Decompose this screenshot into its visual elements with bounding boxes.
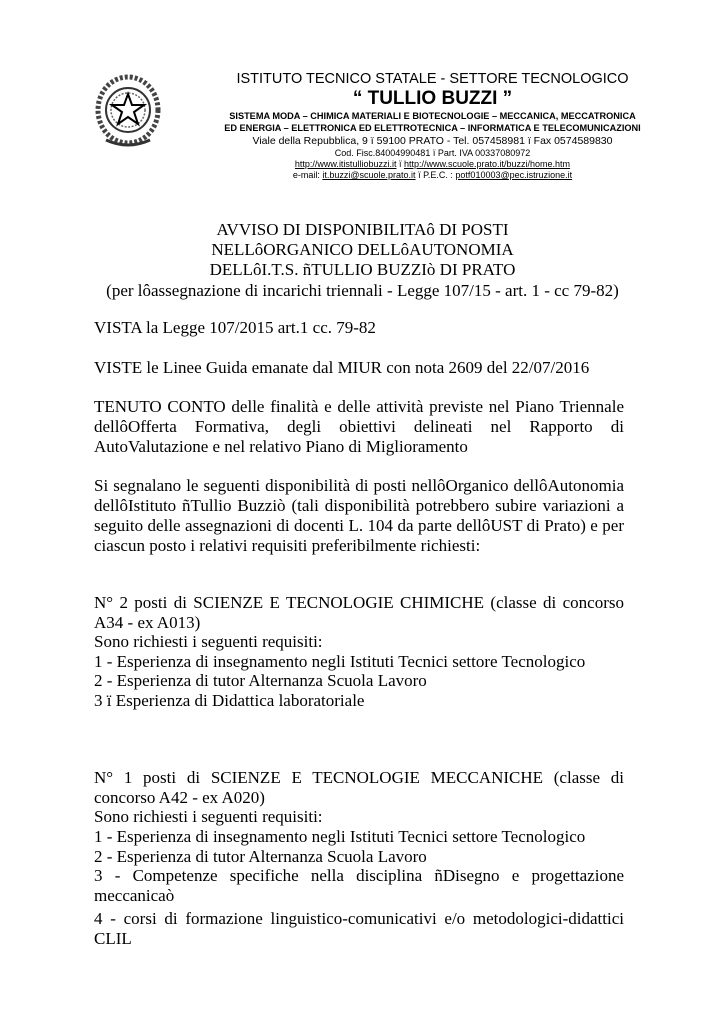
pec-label: ï P.E.C. : (415, 170, 456, 180)
pec-link[interactable]: potf010003@pec.istruzione.it (455, 170, 573, 180)
tenuto-line-3: AutoValutazione e nel relativo Piano di Miglioramento (94, 437, 468, 456)
school-type-line: ISTITUTO TECNICO STATALE - SETTORE TECNOLOGICO (236, 71, 629, 87)
section-1-heading-line-1: N° 2 posti di SCIENZE E TECNOLOGIE CHIMICHE (classe di concorso (94, 593, 624, 612)
address-line: Viale della Repubblica, 9 ï 59100 PRATO - Tel. 057458981 ï Fax 0574589830 (252, 135, 613, 147)
website-link[interactable]: http://www.itistulliobuzzi.it (294, 159, 397, 169)
segnalano-line-2: dellôIstituto ñTullio Buzziò (tali disponibilità potrebbero subire variazioni a (94, 496, 624, 515)
section-1-req-intro: Sono richiesti i seguenti requisiti: (94, 632, 323, 651)
section-1-req-3: 3 ï Esperienza di Didattica laboratoriale (94, 691, 365, 710)
republic-emblem-logo (92, 70, 164, 152)
notice-title-line-2: NELLôORGANICO DELLôAUTONOMIA (211, 240, 514, 259)
notice-subtitle: (per lôassegnazione di incarichi triennali - Legge 107/15 - art. 1 - cc 79-82) (106, 281, 619, 300)
viste-paragraph: VISTE le Linee Guida emanate dal MIUR con nota 2609 del 22/07/2016 (94, 358, 590, 377)
section-2-req-3-cont: meccanicaò (94, 886, 175, 905)
section-1-heading-line-2: A34 - ex A013) (94, 613, 201, 632)
school-name: “ TULLIO BUZZI ” (352, 88, 513, 109)
tax-code-line: Cod. Fisc.84004990481 ï Part. IVA 00337080972 (334, 148, 531, 158)
email-link[interactable]: it.buzzi@scuole.prato.it (322, 170, 416, 180)
segnalano-line-4: ciascun posto i relativi requisiti preferibilmente richiesti: (94, 536, 481, 555)
section-2-req-1: 1 - Esperienza di insegnamento negli Istituti Tecnici settore Tecnologico (94, 827, 586, 846)
section-2-req-intro: Sono richiesti i seguenti requisiti: (94, 807, 323, 826)
section-2-req-4-cont: CLIL (94, 929, 132, 948)
section-2-req-4: 4 - corsi di formazione linguistico-comunicativi e/o metodologici-didattici (94, 909, 624, 928)
section-2-heading-line-1: N° 1 posti di SCIENZE E TECNOLOGIE MECCANICHE (classe di (94, 768, 624, 787)
notice-title-line-1: AVVISO DI DISPONIBILITAô DI POSTI (216, 220, 509, 239)
tenuto-line-1: TENUTO CONTO delle finalità e delle attività previste nel Piano Triennale (94, 397, 624, 416)
separator: ï (396, 159, 404, 169)
section-2-req-3: 3 - Competenze specifiche nella disciplina ñDisegno e progettazione (94, 866, 624, 885)
section-1-req-2: 2 - Esperienza di tutor Alternanza Scuola Lavoro (94, 671, 427, 690)
courses-line-2: ED ENERGIA – ELETTRONICA ED ELETTROTECNICA – INFORMATICA E TELECOMUNICAZIONI (224, 123, 641, 133)
website-links (160, 159, 705, 169)
segnalano-line-3: seguito delle assegnazioni di docenti L. 104 da parte dellôUST di Prato) e per (94, 516, 624, 535)
email-line (160, 170, 705, 180)
section-1-req-1: 1 - Esperienza di insegnamento negli Istituti Tecnici settore Tecnologico (94, 652, 586, 671)
segnalano-line-1: Si segnalano le seguenti disponibilità di posti nellôOrganico dellôAutonomia (94, 476, 624, 495)
section-2-req-2: 2 - Esperienza di tutor Alternanza Scuola Lavoro (94, 847, 427, 866)
buzzi-home-link[interactable]: http://www.scuole.prato.it/buzzi/home.htm (403, 159, 571, 169)
section-2-heading-line-2: concorso A42 - ex A020) (94, 788, 265, 807)
tenuto-line-2: dellôOfferta Formativa, degli obiettivi delineati nel Rapporto di (94, 417, 624, 436)
vista-paragraph: VISTA la Legge 107/2015 art.1 cc. 79-82 (94, 318, 376, 337)
email-label: e-mail: (292, 170, 323, 180)
courses-line-1: SISTEMA MODA – CHIMICA MATERIALI E BIOTECNOLOGIE – MECCANICA, MECCATRONICA (229, 111, 636, 121)
notice-title-line-3: DELLôI.T.S. ñTULLIO BUZZIò DI PRATO (209, 260, 516, 279)
